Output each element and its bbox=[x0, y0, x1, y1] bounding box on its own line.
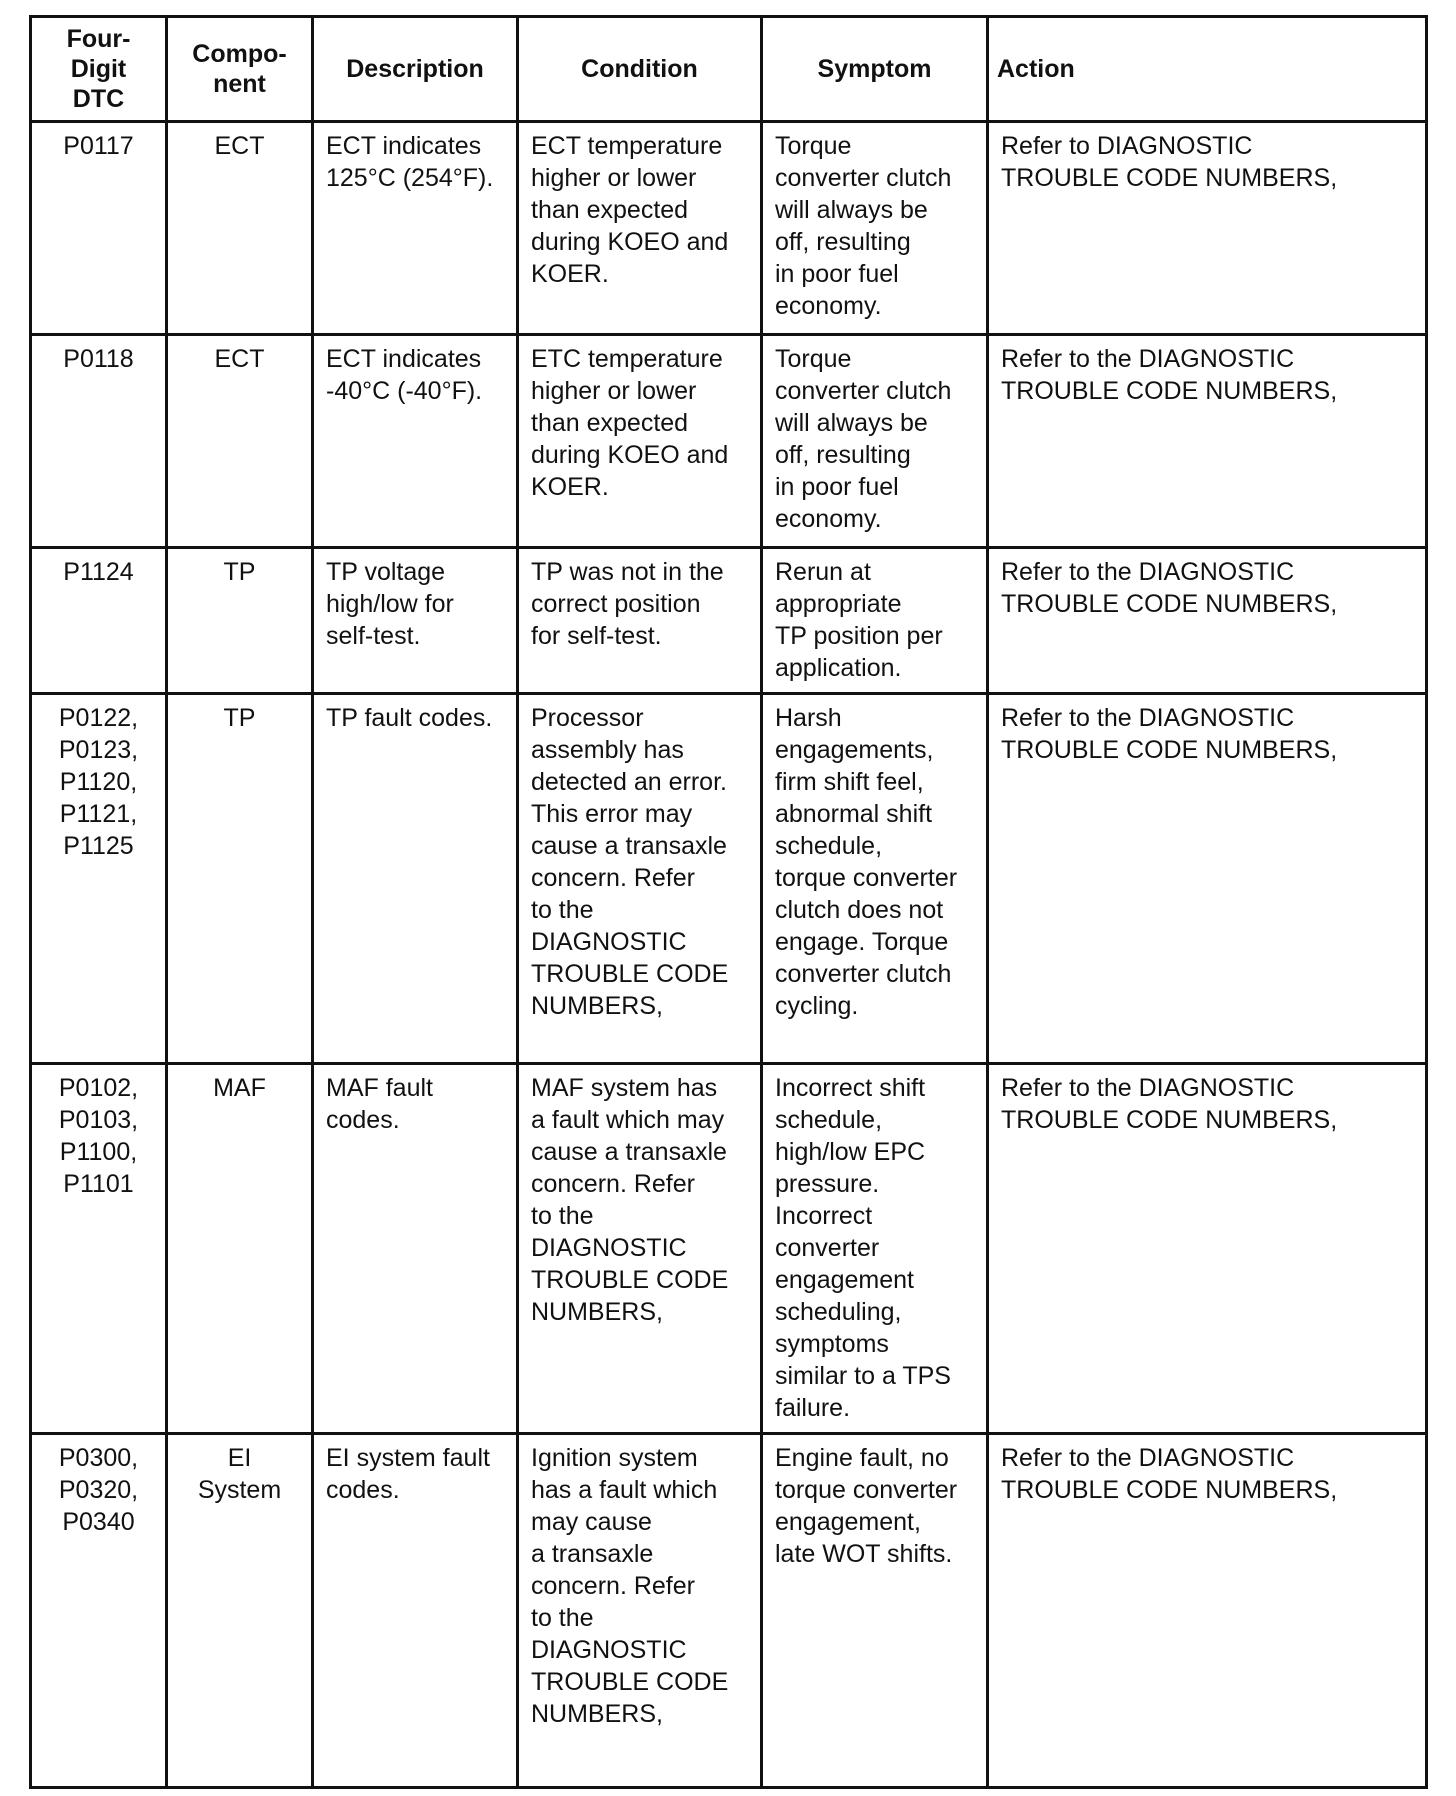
table-row bbox=[31, 694, 1427, 1064]
condition-cell: ETC temperature higher or lower than expected during KOEO and KOER. bbox=[518, 335, 762, 548]
header-row bbox=[31, 17, 1427, 122]
header-dtc: Four- Digit DTC bbox=[31, 17, 167, 122]
symptom-cell: Torque converter clutch will always be off, resulting in poor fuel economy. bbox=[762, 335, 988, 548]
description-cell: ECT indicates 125°C (254°F). bbox=[313, 122, 518, 335]
condition-cell: TP was not in the correct position for self-test. bbox=[518, 548, 762, 694]
table-row bbox=[31, 1064, 1427, 1434]
condition-cell: ECT temperature higher or lower than expected during KOEO and KOER. bbox=[518, 122, 762, 335]
action-cell: Refer to the DIAGNOSTIC TROUBLE CODE NUMBERS, bbox=[988, 548, 1427, 694]
symptom-cell: Engine fault, no torque converter engagement, late WOT shifts. bbox=[762, 1434, 988, 1788]
condition-cell: Processor assembly has detected an error. This error may cause a transaxle concern. Refer to the DIAGNOSTIC TROUBLE CODE NUMBERS, bbox=[518, 694, 762, 1064]
component-cell: ECT bbox=[167, 335, 313, 548]
table-row bbox=[31, 122, 1427, 335]
description-cell: TP voltage high/low for self-test. bbox=[313, 548, 518, 694]
dtc-cell: P0102, P0103, P1100, P1101 bbox=[31, 1064, 167, 1434]
condition-cell: MAF system has a fault which may cause a transaxle concern. Refer to the DIAGNOSTIC TROUBLE CODE NUMBERS, bbox=[518, 1064, 762, 1434]
dtc-cell: P1124 bbox=[31, 548, 167, 694]
header-symptom: Symptom bbox=[762, 17, 988, 122]
description-cell: ECT indicates -40°C (-40°F). bbox=[313, 335, 518, 548]
action-cell: Refer to the DIAGNOSTIC TROUBLE CODE NUMBERS, bbox=[988, 335, 1427, 548]
description-cell: TP fault codes. bbox=[313, 694, 518, 1064]
header-component: Compo- nent bbox=[167, 17, 313, 122]
dtc-cell: P0117 bbox=[31, 122, 167, 335]
description-cell: MAF fault codes. bbox=[313, 1064, 518, 1434]
component-cell: MAF bbox=[167, 1064, 313, 1434]
action-cell: Refer to the DIAGNOSTIC TROUBLE CODE NUMBERS, bbox=[988, 1434, 1427, 1788]
header-description: Description bbox=[313, 17, 518, 122]
dtc-cell: P0118 bbox=[31, 335, 167, 548]
component-cell: TP bbox=[167, 694, 313, 1064]
dtc-cell: P0300, P0320, P0340 bbox=[31, 1434, 167, 1788]
component-cell: EI System bbox=[167, 1434, 313, 1788]
component-cell: ECT bbox=[167, 122, 313, 335]
dtc-cell: P0122, P0123, P1120, P1121, P1125 bbox=[31, 694, 167, 1064]
symptom-cell: Incorrect shift schedule, high/low EPC pressure. Incorrect converter engagement scheduling, symptoms similar to a TPS failure. bbox=[762, 1064, 988, 1434]
header-action: Action bbox=[988, 17, 1427, 122]
symptom-cell: Torque converter clutch will always be off, resulting in poor fuel economy. bbox=[762, 122, 988, 335]
action-cell: Refer to the DIAGNOSTIC TROUBLE CODE NUMBERS, bbox=[988, 694, 1427, 1064]
action-cell: Refer to the DIAGNOSTIC TROUBLE CODE NUMBERS, bbox=[988, 1064, 1427, 1434]
table-row bbox=[31, 548, 1427, 694]
symptom-cell: Harsh engagements, firm shift feel, abnormal shift schedule, torque converter clutch does not engage. Torque converter clutch cycling. bbox=[762, 694, 988, 1064]
header-condition: Condition bbox=[518, 17, 762, 122]
table-row bbox=[31, 335, 1427, 548]
action-cell: Refer to DIAGNOSTIC TROUBLE CODE NUMBERS, bbox=[988, 122, 1427, 335]
symptom-cell: Rerun at appropriate TP position per application. bbox=[762, 548, 988, 694]
component-cell: TP bbox=[167, 548, 313, 694]
dtc-table bbox=[29, 15, 1428, 1789]
description-cell: EI system fault codes. bbox=[313, 1434, 518, 1788]
table-row bbox=[31, 1434, 1427, 1788]
condition-cell: Ignition system has a fault which may cause a transaxle concern. Refer to the DIAGNOSTIC TROUBLE CODE NUMBERS, bbox=[518, 1434, 762, 1788]
